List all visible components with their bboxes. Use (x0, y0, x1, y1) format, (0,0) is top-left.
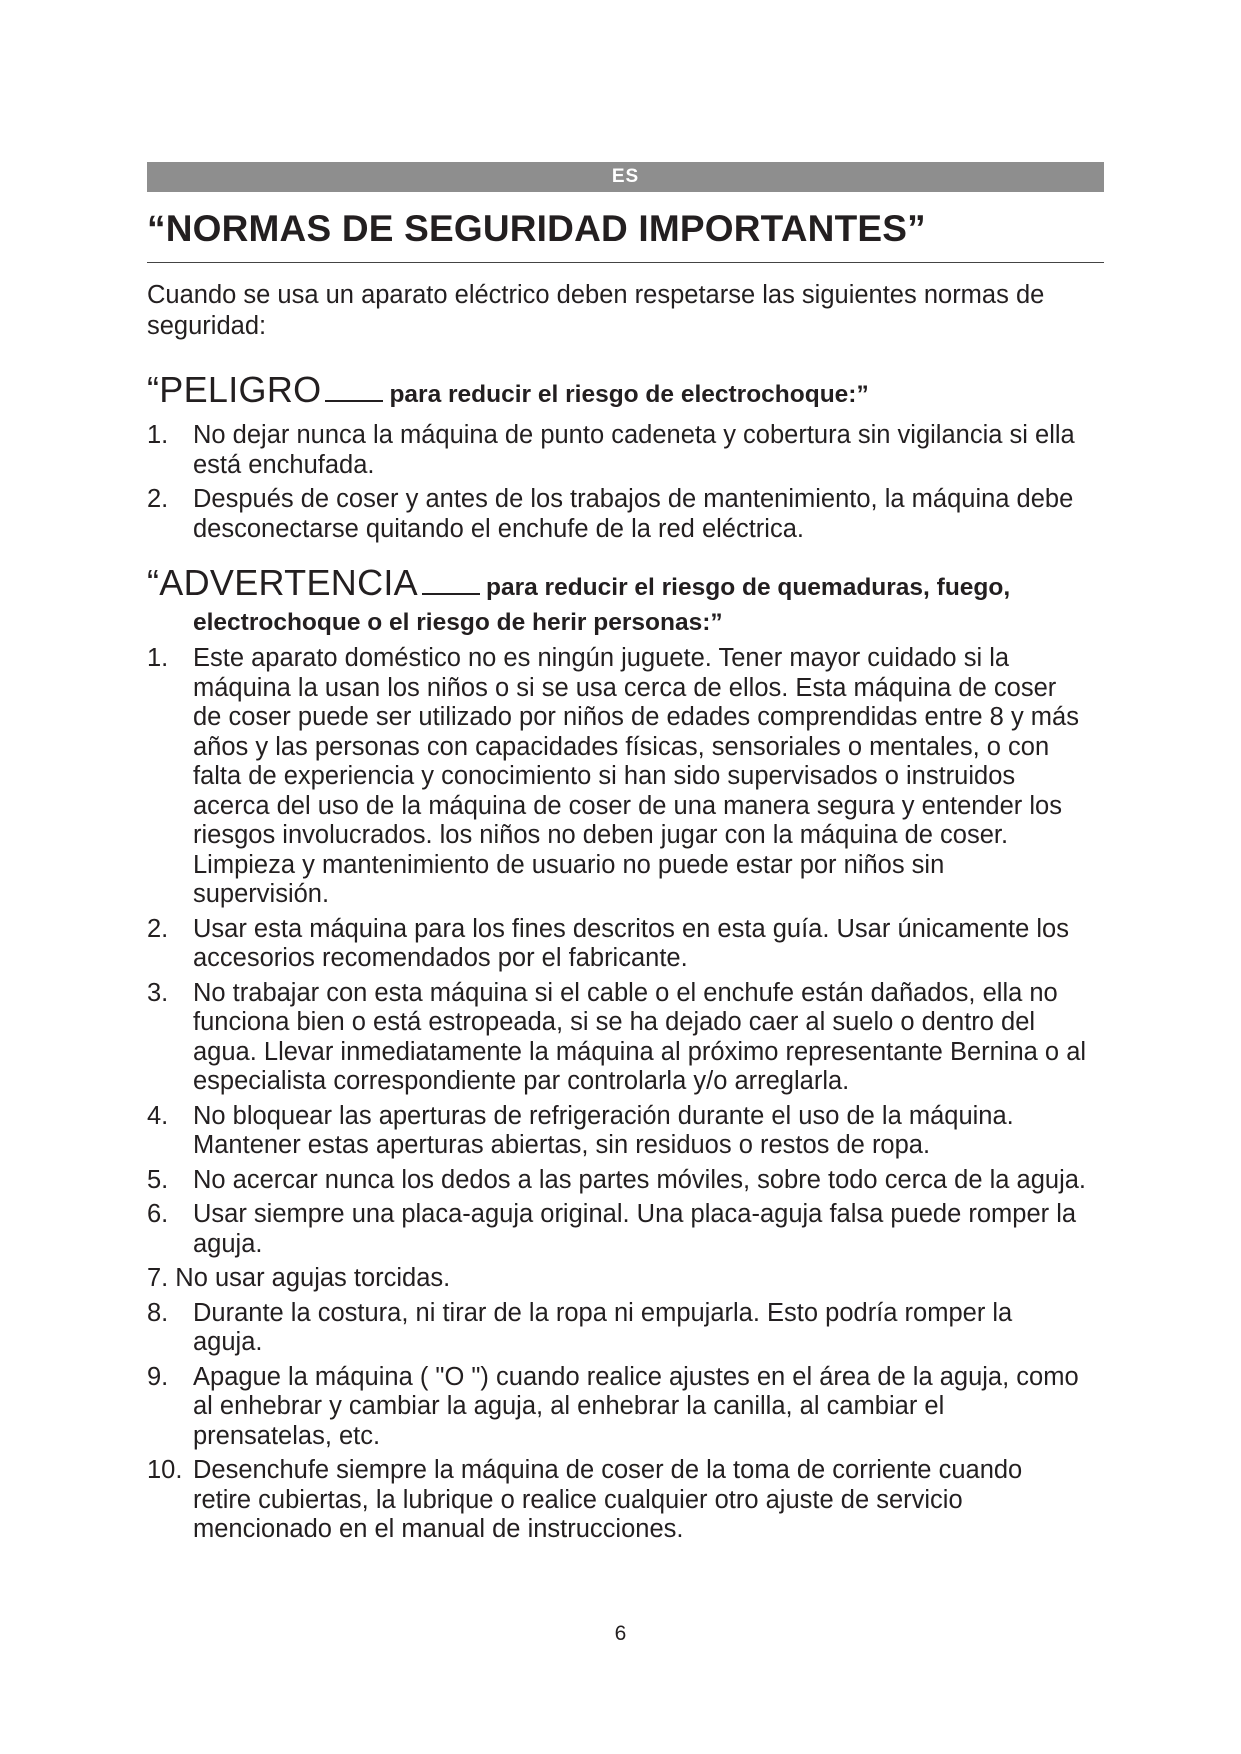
peligro-subtitle: para reducir el riesgo de electrochoque:” (389, 381, 869, 408)
list-item: 3. No trabajar con esta máquina si el cable o el enchufe están dañados, ella no funciona bien o está estropeada, si se ha dejado caer al suelo o dentro del agua. Llevar inmediatamente la máquina al próximo representante Bernina o al especialista correspondiente par controlarla y/o arreglarla. (147, 978, 1087, 1095)
list-item: 8. Durante la costura, ni tirar de la ropa ni empujarla. Esto podría romper la aguja. (147, 1298, 1013, 1356)
intro-paragraph: Cuando se usa un aparato eléctrico deben respetarse las siguientes normas de seguridad: (147, 281, 1045, 340)
list-item: 4. No bloquear las aperturas de refrigeración durante el uso de la máquina. Mantener estas aperturas abiertas, sin residuos o restos de ropa. (147, 1101, 1014, 1159)
content-body (147, 280, 1087, 1550)
advertencia-title: “ADVERTENCIA (147, 562, 418, 603)
title-divider (147, 262, 1104, 263)
list-item: 2. Después de coser y antes de los trabajos de mantenimiento, la máquina debe desconectarse quitando el enchufe de la red eléctrica. (147, 485, 1074, 543)
list-item: 6. Usar siempre una placa-aguja original. Una placa-aguja falsa puede romper la aguja. (147, 1200, 1077, 1258)
list-item: 10. Desenchufe siempre la máquina de coser de la toma de corriente cuando retire cubiertas, la lubrique o realice cualquier otro ajuste de servicio mencionado en el manual de instrucciones. (147, 1456, 1023, 1543)
list-item: 9. Apague la máquina ( "O ") cuando realice ajustes en el área de la aguja, como al enhebrar y cambiar la aguja, al enhebrar la canilla, al cambiar el prensatelas, etc. (147, 1362, 1079, 1450)
peligro-heading (147, 369, 1087, 415)
peligro-list (147, 421, 1087, 544)
page-title: “NORMAS DE SEGURIDAD IMPORTANTES” (147, 208, 926, 249)
heading-blank-line (422, 573, 480, 595)
list-item: 5. No acercar nunca los dedos a las partes móviles, sobre todo cerca de la aguja. (147, 1165, 1086, 1194)
list-item: 2. Usar esta máquina para los fines descritos en esta guía. Usar únicamente los accesorios recomendados por el fabricante. (147, 914, 1069, 972)
advertencia-list (147, 644, 1087, 1545)
heading-blank-line (325, 380, 383, 402)
list-item: 1. No dejar nunca la máquina de punto cadeneta y cobertura sin vigilancia si ella está enchufada. (147, 421, 1075, 479)
peligro-title: “PELIGRO (147, 369, 322, 410)
list-item: 1. Este aparato doméstico no es ningún juguete. Tener mayor cuidado si la máquina la usan los niños o si se usa cerca de ellos. Esta máquina de coser de coser puede ser utilizado por niños de edades comprendidas entre 8 y más años y las personas con capacidades físicas, sensoriales o mentales, o con falta de experiencia y conocimiento si han sido supervisados o instruidos acerca del uso de la máquina de coser de una manera segura y entender los riesgos involucrados. los niños no deben jugar con la máquina de coser. Limpieza y mantenimiento de usuario no puede estar por niños sin supervisión. (147, 644, 1079, 908)
list-item: 7. No usar agujas torcidas. (147, 1264, 451, 1292)
language-header-bar: ES (147, 162, 1104, 192)
advertencia-heading (147, 562, 1087, 638)
advertencia-subtitle-line2: electrochoque o el riesgo de herir personas:” (193, 609, 723, 636)
page-number: 6 (614, 1622, 627, 1645)
advertencia-subtitle-line1: para reducir el riesgo de quemaduras, fuego, (485, 574, 1011, 601)
